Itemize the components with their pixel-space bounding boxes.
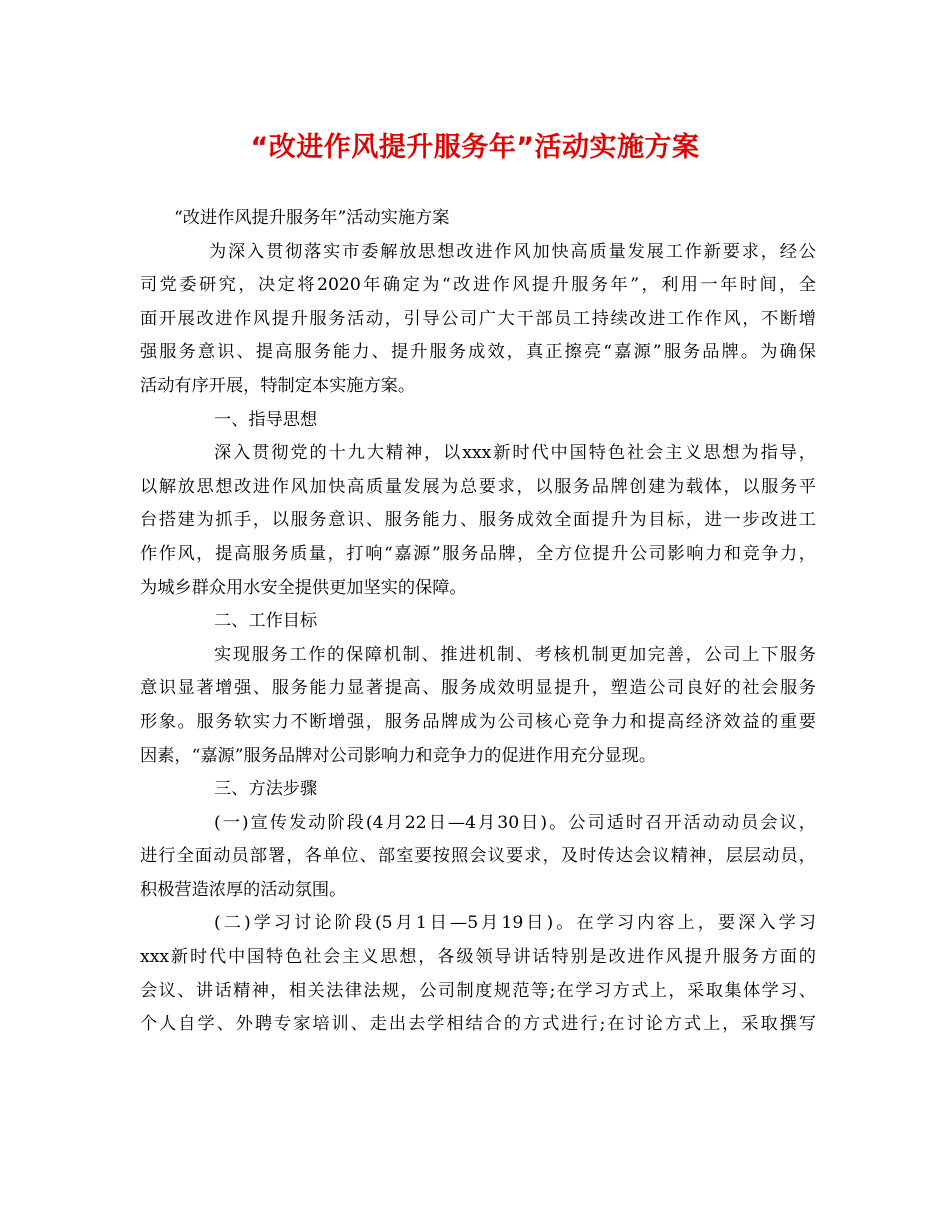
document-title: “改进作风提升服务年”活动实施方案 [250, 132, 700, 163]
text-line: 实现服务工作的保障机制、推进机制、考核机制更加完善，公司上下服务 [214, 644, 816, 665]
text-line: 作作风，提高服务质量，打响“嘉源”服务品牌，全方位提升公司影响力和竞争力， [140, 543, 816, 564]
text-line: 三、方法步骤 [214, 779, 318, 800]
text-line: 进行全面动员部署，各单位、部室要按照会议要求，及时传达会议精神，层层动员， [140, 846, 816, 867]
text-line: 为城乡群众用水安全提供更加坚实的保障。 [140, 577, 467, 598]
text-line: 意识显著增强、服务能力显著提高、服务成效明显提升，塑造公司良好的社会服务 [140, 678, 816, 699]
document-body [140, 202, 816, 1042]
text-line: (二)学习讨论阶段(5月1日—5月19日)。在学习内容上，要深入学习 [214, 913, 816, 934]
text-line: 强服务意识、提高服务能力、提升服务成效，真正擦亮“嘉源”服务品牌。为确保 [140, 342, 816, 363]
text-line: 积极营造浓厚的活动氛围。 [140, 879, 347, 900]
text-line: 以解放思想改进作风加快高质量发展为总要求，以服务品牌创建为载体，以服务平 [140, 476, 816, 497]
text-line: 因素，“嘉源”服务品牌对公司影响力和竞争力的促进作用充分显现。 [140, 745, 657, 766]
text-line: 形象。服务软实力不断增强，服务品牌成为公司核心竞争力和提高经济效益的重要 [140, 711, 816, 732]
text-line: xxx新时代中国特色社会主义思想，各级领导讲话特别是改进作风提升服务方面的 [140, 947, 816, 968]
text-line: 会议、讲话精神，相关法律法规，公司制度规范等;在学习方式上，采取集体学习、 [140, 980, 816, 1001]
text-line: 司党委研究，决定将2020年确定为“改进作风提升服务年”，利用一年时间，全 [140, 275, 816, 296]
text-line: 一、指导思想 [214, 409, 318, 430]
text-line: 面开展改进作风提升服务活动，引导公司广大干部员工持续改进工作作风，不断增 [140, 308, 816, 329]
text-line: 台搭建为抓手，以服务意识、服务能力、服务成效全面提升为目标，进一步改进工 [140, 510, 816, 531]
text-line: (一)宣传发动阶段(4月22日—4月30日)。公司适时召开活动动员会议， [214, 812, 816, 833]
text-line: 二、工作目标 [214, 611, 318, 632]
text-line: “改进作风提升服务年”活动实施方案 [174, 208, 450, 228]
text-line: 个人自学、外聘专家培训、走出去学相结合的方式进行;在讨论方式上，采取撰写 [140, 1014, 816, 1035]
text-line: 为深入贯彻落实市委解放思想改进作风加快高质量发展工作新要求，经公 [209, 241, 816, 262]
text-line: 深入贯彻党的十九大精神，以xxx新时代中国特色社会主义思想为指导， [214, 443, 816, 464]
text-line: 活动有序开展，特制定本实施方案。 [140, 375, 416, 396]
